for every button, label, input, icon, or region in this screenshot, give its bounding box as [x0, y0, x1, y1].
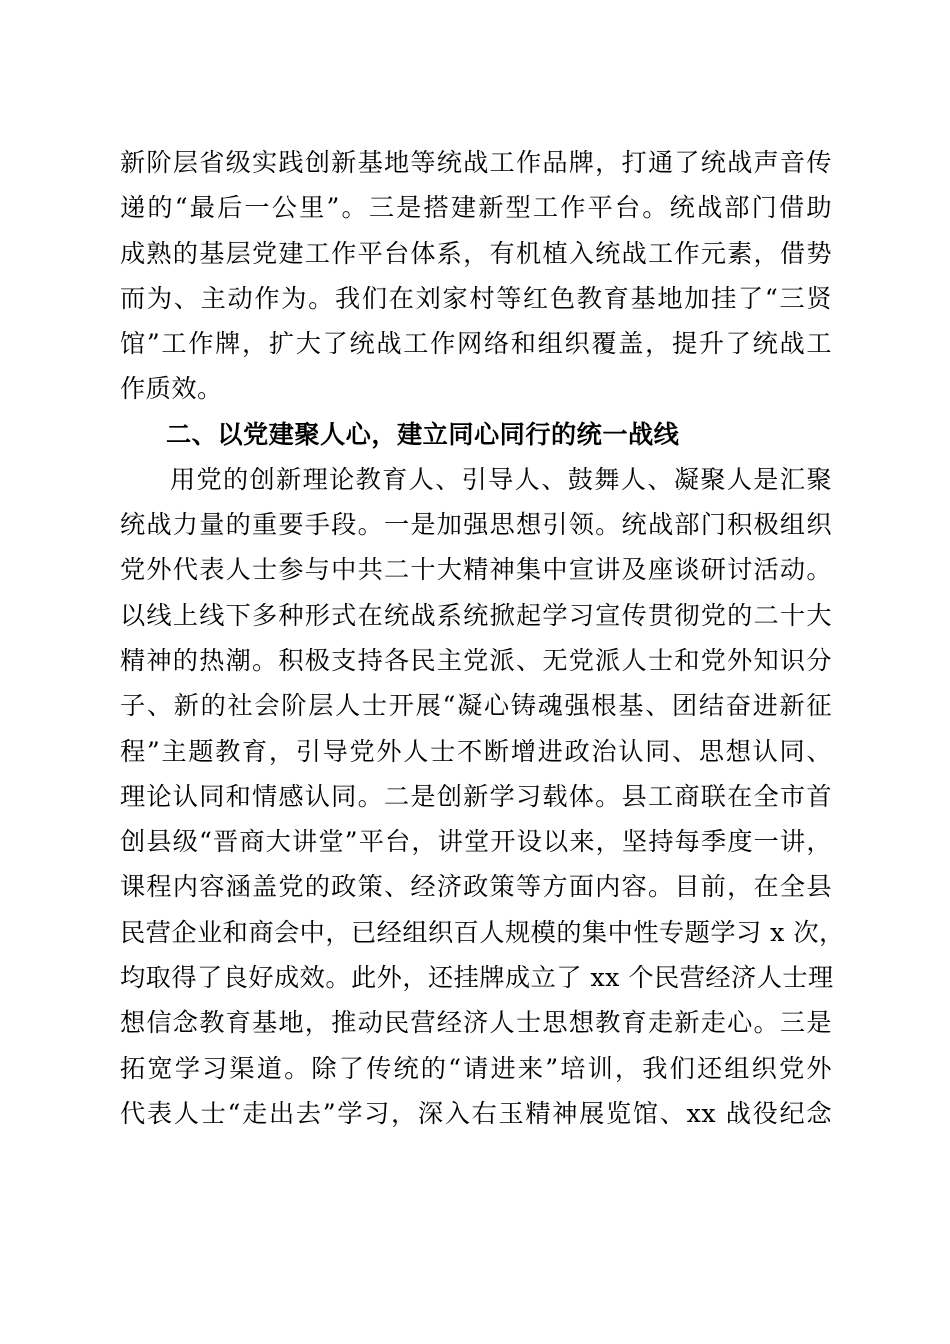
text-line: 理论认同和情感认同。二是创新学习载体。县工商联在全市首 [120, 781, 832, 811]
text-line: 课程内容涵盖党的政策、经济政策等方面内容。目前，在全县 [120, 872, 832, 902]
text-line: 民营企业和商会中，已经组织百人规模的集中性专题学习 x 次， [120, 917, 845, 947]
section-heading: 二、以党建聚人心，建立同心同行的统一战线 [166, 419, 680, 449]
text-line: 代表人士“走出去”学习，深入右玉精神展览馆、xx 战役纪念 [120, 1098, 832, 1128]
text-line: 创县级“晋商大讲堂”平台，讲堂开设以来，坚持每季度一讲， [120, 827, 832, 857]
text-line: 馆”工作牌，扩大了统战工作网络和组织覆盖，提升了统战工 [120, 329, 832, 359]
text-line: 子、新的社会阶层人士开展“凝心铸魂强根基、团结奋进新征 [120, 691, 832, 721]
paragraph-continued [120, 140, 832, 412]
text-line: 以线上线下多种形式在统战系统掀起学习宣传贯彻党的二十大 [120, 600, 832, 630]
text-line: 程”主题教育，引导党外人士不断增进政治认同、思想认同、 [120, 736, 832, 766]
text-line: 而为、主动作为。我们在刘家村等红色教育基地加挂了“三贤 [120, 283, 832, 313]
text-line: 拓宽学习渠道。除了传统的“请进来”培训，我们还组织党外 [120, 1053, 832, 1083]
text-line: 统战力量的重要手段。一是加强思想引领。统战部门积极组织 [120, 510, 832, 540]
text-line: 成熟的基层党建工作平台体系，有机植入统战工作元素，借势 [120, 238, 832, 268]
text-line: 均取得了良好成效。此外，还挂牌成立了 xx 个民营经济人士理 [120, 963, 834, 993]
document-page [120, 140, 845, 1136]
text-line: 党外代表人士参与中共二十大精神集中宣讲及座谈研讨活动。 [120, 555, 832, 585]
text-line: 作质效。 [120, 374, 223, 404]
text-line: 想信念教育基地，推动民营经济人士思想教育走新走心。三是 [120, 1008, 832, 1038]
text-line: 用党的创新理论教育人、引导人、鼓舞人、凝聚人是汇聚 [170, 464, 832, 494]
text-line: 递的“最后一公里”。三是搭建新型工作平台。统战部门借助 [120, 193, 832, 223]
text-line: 新阶层省级实践创新基地等统战工作品牌，打通了统战声音传 [120, 148, 832, 177]
paragraph-section-two [120, 457, 845, 1136]
text-line: 精神的热潮。积极支持各民主党派、无党派人士和党外知识分 [120, 645, 832, 675]
